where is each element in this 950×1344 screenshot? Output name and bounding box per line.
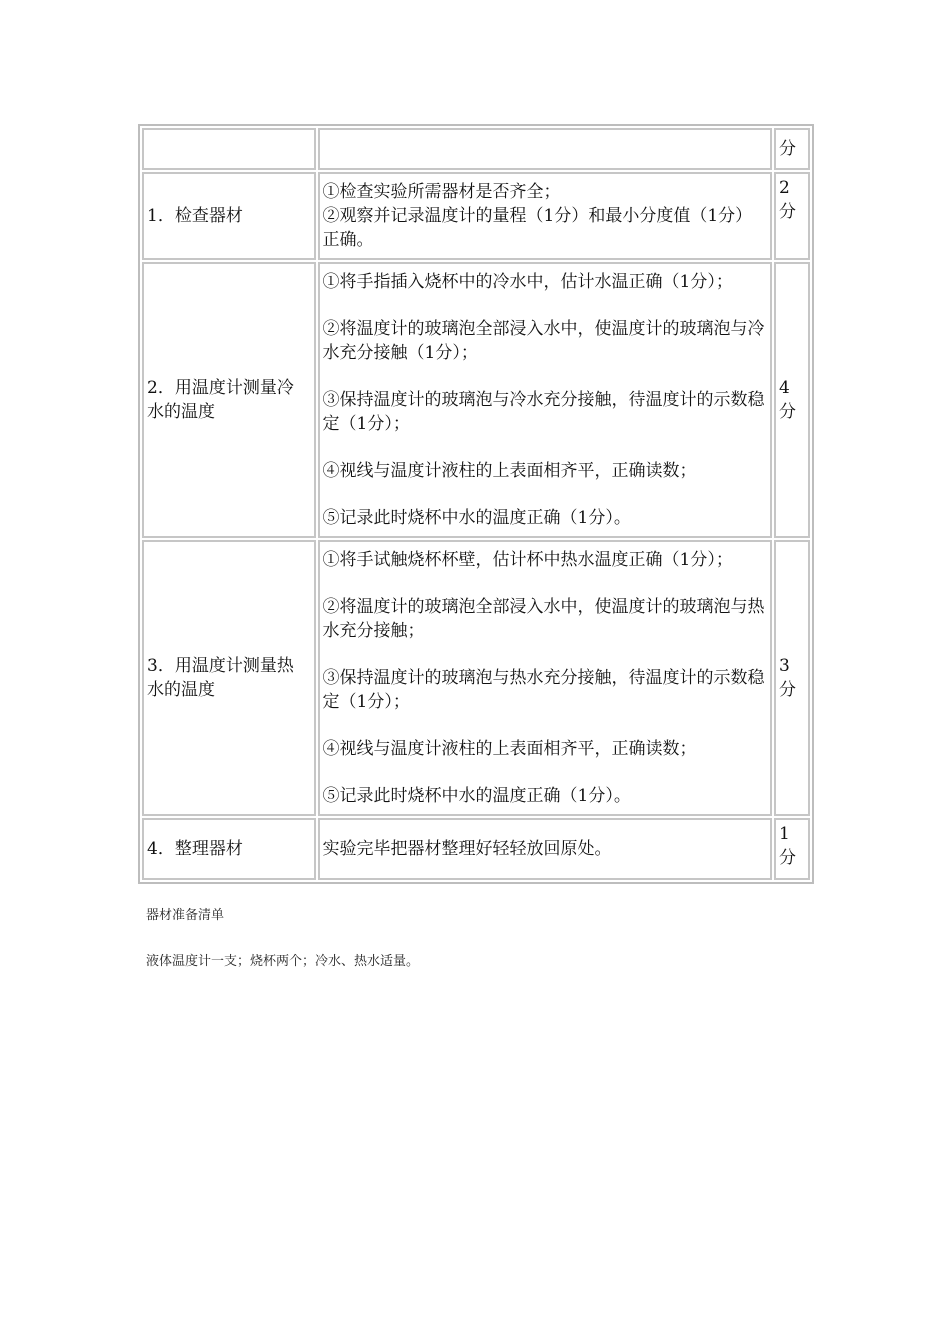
requirement-item: ②观察并记录温度计的量程（1分）和最小分度值（1分）正确。 [322, 206, 753, 250]
header-score-cell: 分 [774, 128, 810, 170]
requirement-item: ②将温度计的玻璃泡全部浸入水中，使温度计的玻璃泡与冷水充分接触（1分）； [322, 319, 765, 363]
header-requirement-cell [318, 128, 773, 170]
score-cell: 1分 [774, 818, 810, 880]
equipment-list-content: 液体温度计一支；烧杯两个；冷水、热水适量。 [146, 954, 420, 969]
requirement-cell [318, 172, 773, 260]
step-cell: 4．整理器材 [142, 818, 316, 880]
requirement-item: ⑤记录此时烧杯中水的温度正确（1分）。 [322, 508, 631, 528]
requirement-item: ④视线与温度计液柱的上表面相齐平，正确读数； [322, 461, 697, 481]
table-header-row [142, 128, 810, 170]
equipment-list-heading: 器材准备清单 [146, 908, 225, 923]
score-cell: 3分 [774, 540, 810, 816]
step-cell: 1．检查器材 [142, 172, 316, 260]
requirement-item: ③保持温度计的玻璃泡与冷水充分接触，待温度计的示数稳定（1分）； [322, 390, 765, 434]
requirement-item: ①检查实验所需器材是否齐全； [322, 182, 561, 202]
requirement-item: ①将手试触烧杯杯壁，估计杯中热水温度正确（1分）； [322, 550, 733, 570]
requirement-item: ④视线与温度计液柱的上表面相齐平，正确读数； [322, 739, 697, 759]
requirement-cell [318, 540, 773, 816]
step-cell: 2．用温度计测量冷水的温度 [142, 262, 316, 538]
requirement-item: ①将手指插入烧杯中的冷水中，估计水温正确（1分）； [322, 272, 733, 292]
requirement-item: ⑤记录此时烧杯中水的温度正确（1分）。 [322, 786, 631, 806]
requirement-item: 实验完毕把器材整理好轻轻放回原处。 [322, 839, 612, 859]
requirement-cell [318, 818, 773, 880]
table-row [142, 818, 810, 880]
score-cell: 2分 [774, 172, 810, 260]
score-cell: 4分 [774, 262, 810, 538]
requirement-item: ②将温度计的玻璃泡全部浸入水中，使温度计的玻璃泡与热水充分接触； [322, 597, 765, 641]
header-step-cell [142, 128, 316, 170]
table-row [142, 262, 810, 538]
requirement-item: ③保持温度计的玻璃泡与热水充分接触，待温度计的示数稳定（1分）； [322, 668, 765, 712]
scoring-table [138, 124, 814, 884]
requirement-cell [318, 262, 773, 538]
table-row [142, 172, 810, 260]
table-row [142, 540, 810, 816]
step-cell: 3．用温度计测量热水的温度 [142, 540, 316, 816]
